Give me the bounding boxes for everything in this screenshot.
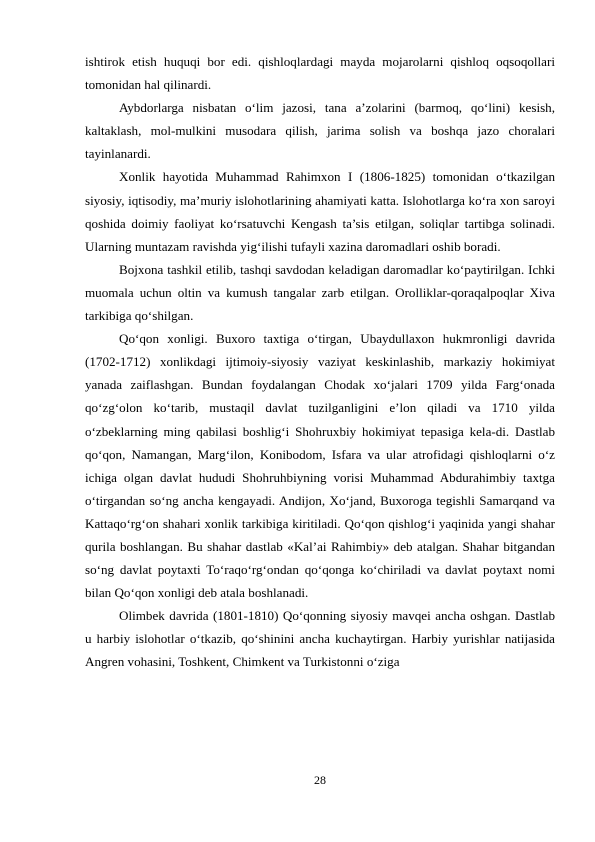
paragraph-3: Xonlik hayotida Muhammad Rahimxon I (1806-1825) tomonidan o‘tkazilgan siyosiy, iqtisodiy, ma’muriy islohotlarining ahamiyati katta. Islohotlarga ko‘ra xon saroyi qoshida doimiy faoliyat ko‘rsatuvchi Kengash ta’sis etilgan, soliqlar tartibga solinadi. Ularning muntazam ravishda yig‘ilishi tufayli xazina daromadlari oshib boradi. bbox=[85, 169, 555, 254]
paragraph-2: Aybdorlarga nisbatan o‘lim jazosi, tana a’zolarini (barmoq, qo‘lini) kesish, kaltaklash, mol-mulkini musodara qilish, jarima solish va boshqa jazo choralari tayinlanardi. bbox=[85, 100, 555, 162]
paragraph-4: Bojxona tashkil etilib, tashqi savdodan keladigan daromadlar ko‘paytirilgan. Ichki muomala uchun oltin va kumush tangalar zarb etilgan. Orolliklar-qoraqalpoqlar Xiva tarkibiga qo‘shilgan. bbox=[85, 261, 555, 324]
paragraph-1: ishtirok etish huquqi bor edi. qishloqlardagi mayda mojarolarni qishloq oqsoqollari tomonidan hal qilinardi. bbox=[85, 54, 555, 93]
page-body bbox=[85, 50, 555, 674]
paragraph-5: Qo‘qon xonligi. Buxoro taxtiga o‘tirgan, Ubaydullaxon hukmronligi davrida (1702-1712) xonlikdagi ijtimoiy-siyosiy vaziyat keskinlashib, markaziy hokimiyat yanada zaiflashgan. Bundan foydalangan Chodak xo‘jalari 1709 yilda Farg‘onada qo‘zg‘olon ko‘tarib, mustaqil davlat tuzilganligini e’lon qiladi va 1710 yilda o‘zbeklarning ming qabilasi boshlig‘i Shohruxbiy hokimiyat tepasiga kela-di. Dastlab qo‘qon, Namangan, Marg‘ilon, Konibodom, Isfara va ular atrofidagi qishloqlarni o‘z ichiga olgan davlat hududi Shohruhbiyning vorisi Muhammad Abdurahimbiy taxtga o‘tirgandan so‘ng ancha kengayadi. Andijon, Xo‘jand, Buxoroga tegishli Samarqand va Kattaqo‘rg‘on shahari xonlik tarkibiga kiritiladi. Qo‘qon qishlog‘i yaqinida yangi shahar qurila boshlangan. Bu shahar dastlab «Kal’ai Rahimbiy» deb atalgan. Shahar bitgandan so‘ng davlat poytaxti To‘raqo‘rg‘ondan qo‘qonga ko‘chiriladi va davlat poytaxt nomi bilan Qo‘qon xonligi deb atala boshlanadi. bbox=[85, 331, 555, 601]
page-number: 28 bbox=[314, 773, 326, 787]
paragraph-6: Olimbek davrida (1801-1810) Qo‘qonning siyosiy mavqei ancha oshgan. Dastlab u harbiy islohotlar o‘tkazib, qo‘shinini ancha kuchaytirgan. Harbiy yurishlar natijasida Angren vohasini, Toshkent, Chimkent va Turkistonni o‘ziga bbox=[85, 608, 555, 670]
